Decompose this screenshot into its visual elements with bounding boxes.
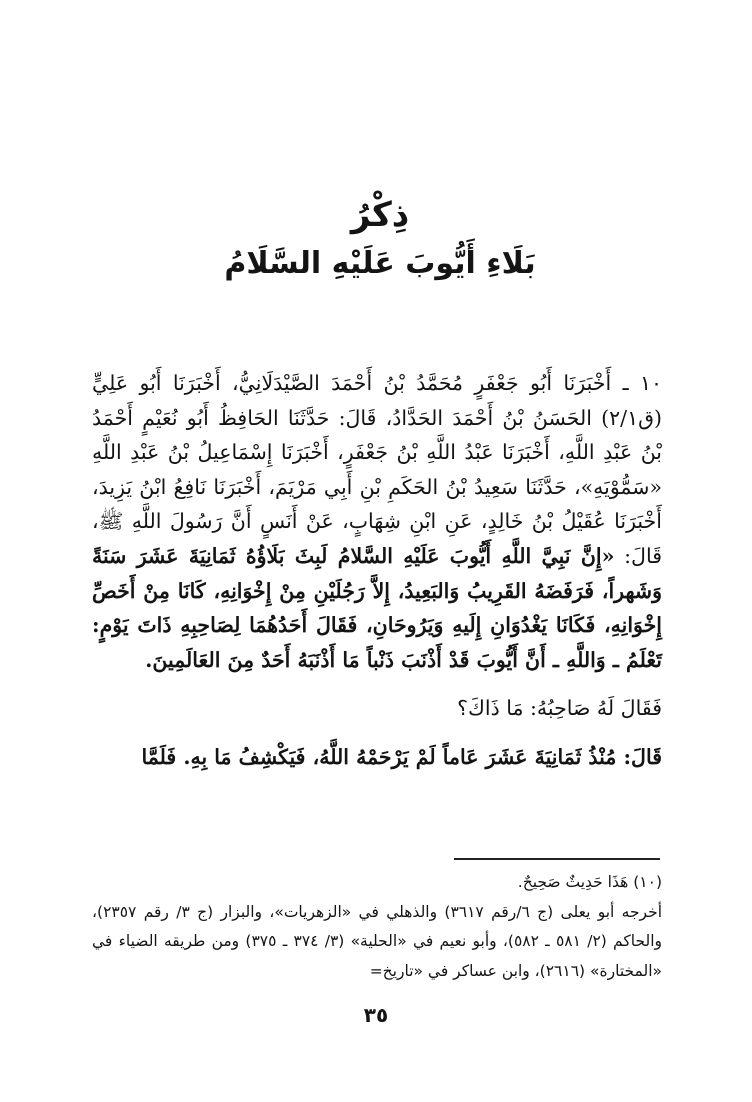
main-text [92, 366, 662, 775]
page-number: ٣٥ [363, 1003, 389, 1027]
hadith-isnad: أَخْبَرَنَا أَبُو جَعْفَرٍ مُحَمَّدُ بْنُ أَحْمَدَ الصَّيْدَلَانِيُّ، أَخْبَرَنَا أَبُو عَلِيٍّ (ق٢/١) الحَسَنُ بْنُ أَحْمَدَ الحَدَّادُ، قَالَ: حَدَّثَنَا الحَافِظُ أَبُو نُعَيْمٍ أَحْمَدُ بْنُ عَبْدِ اللَّهِ، أَخْبَرَنَا عَبْدُ اللَّهِ بْنُ جَعْفَرٍ، أَخْبَرَنَا إِسْمَاعِيلُ بْنُ عَبْدِ اللَّهِ «سَمُّوْيَهِ»، حَدَّثَنَا سَعِيدُ بْنُ الحَكَمِ بْنِ أَبِي مَرْيَمَ، أَخْبَرَنَا نَافِعُ ابْنُ يَزِيدَ، أَخْبَرَنَا عُقَيْلُ بْنُ خَالِدٍ، عَنِ ابْنِ شِهَابٍ، عَنْ أَنَسٍ أَنَّ رَسُولَ اللَّهِ ﷺ، قَالَ: [92, 371, 662, 568]
dialogue-question: فَقَالَ لَهُ صَاحِبُهُ: مَا ذَاكَ؟ [457, 696, 662, 721]
hadith-matn: «إِنَّ نَبِيَّ اللَّهِ أَيُّوبَ عَلَيْهِ السَّلامُ لَبِثَ بَلَاؤُهُ ثَمَانِيَةَ عَشَرَ سَنَةً وَشَهراً، فَرَفَضَهُ القَرِيبُ وَالبَعِيدُ، إِلاَّ رَجُلَيْنِ مِنْ إِخْوَانِهِ، كَانَا مِنْ أَخَصِّ إِخْوَانِهِ، فَكَانَا يَغْدُوَانِ إِلَيهِ وَيَرُوحَانِ، فَقَالَ أَحَدُهُمَا لِصَاحِبِهِ ذَاتَ يَوْمٍ: تَعْلَمُ ـ وَاللَّهِ ـ أَنَّ أَيُّوبَ قَدْ أَذْنَبَ ذَنْباً مَا أَذْنَبَهُ أَحَدٌ مِنَ العَالَمِينَ. [92, 543, 662, 672]
footnote-takhrij: أخرجه أبو يعلى (ج ٦/رقم ٣٦١٧) والذهلي في «الزهريات»، والبزار (ج ٣/ رقم ٢٣٥٧)، والحاكم (٢/ ٥٨١ ـ ٥٨٢)، وأبو نعيم في «الحلية» (٣/ ٣٧٤ ـ ٣٧٥) ومن طريقه الضياء في «المختارة» (٢٦١٦)، وابن عساكر في «تاريخ= [92, 902, 662, 980]
dialogue-answer-text: قَالَ: مُنْذُ ثَمَانِيَةَ عَشَرَ عَاماً لَمْ يَرْحَمْهُ اللَّهُ، فَيَكْشِفُ مَا بِهِ. فَلَمَّا [141, 744, 662, 769]
footnotes [92, 868, 662, 986]
hadith-paragraph [92, 366, 662, 677]
chapter-title: ذِكْرُ [350, 195, 410, 235]
hadith-number: ١٠ ـ [611, 371, 662, 395]
chapter-subtitle: بَلَاءِ أَيُّوبَ عَلَيْهِ السَّلَامُ [224, 246, 536, 281]
dialogue-answer [92, 740, 662, 775]
footnote-separator [454, 858, 660, 860]
footnote-grade: (١٠) هَذَا حَدِيثٌ صَحِيحٌ. [517, 873, 662, 891]
